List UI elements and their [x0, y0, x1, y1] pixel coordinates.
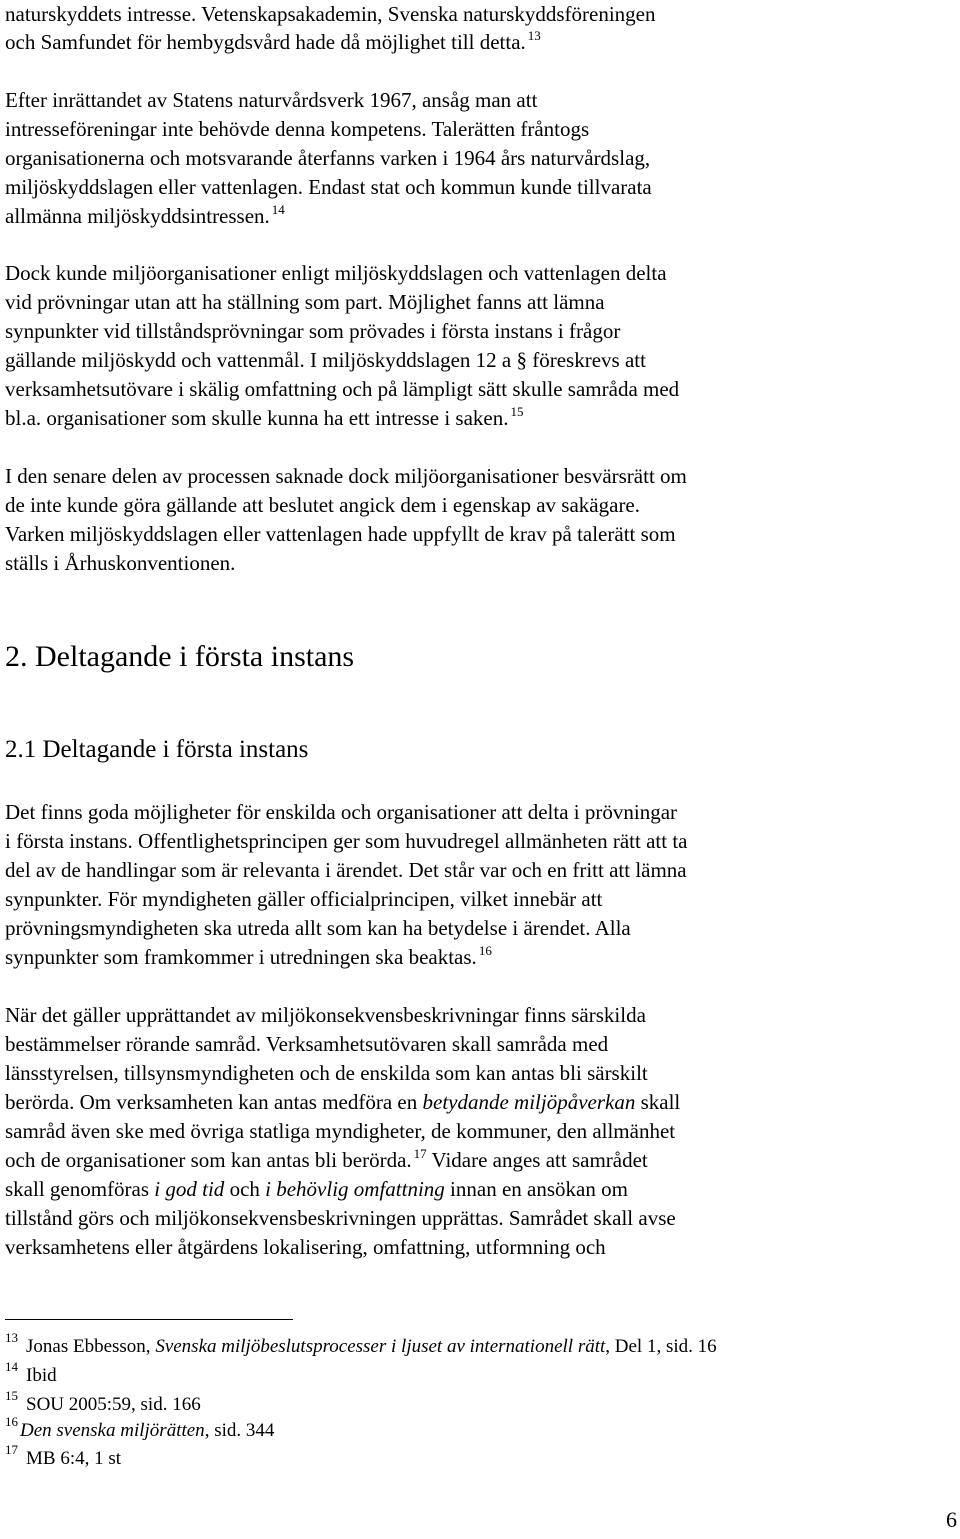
- text-line: synpunkter. För myndigheten gäller officialprincipen, vilket innebär att: [5, 887, 603, 911]
- text-line: Varken miljöskyddslagen eller vattenlagen hade uppfyllt de krav på talerätt som: [5, 522, 676, 546]
- text-line: miljöskyddslagen eller vattenlagen. Endast stat och kommun kunde tillvarata: [5, 175, 652, 199]
- footnote-ref: 16: [478, 943, 492, 958]
- footnote: $^{14}$ Ibid: [5, 1359, 57, 1386]
- footnote: $^{17}$ MB 6:4, 1 st: [5, 1442, 122, 1469]
- text-line: synpunkter som framkommer i utredningen ska beaktas. $^{16}$: [5, 943, 492, 969]
- text-line: skall genomföras i god tid och i behövlig omfattning innan en ansökan om: [5, 1177, 628, 1201]
- text-line: bestämmelser rörande samråd. Verksamhetsutövaren skall samråda med: [5, 1032, 609, 1056]
- footnote: $^{16}$ Den svenska miljörätten, sid. 344: [5, 1414, 275, 1441]
- text-line: del av de handlingar som är relevanta i ärendet. Det står var och en fritt att lämna: [5, 858, 687, 882]
- footnote-number: 15: [5, 1388, 18, 1403]
- section-heading: 2. Deltagande i första instans: [5, 640, 355, 673]
- subsection-heading: 2.1 Deltagande i första instans: [5, 736, 309, 763]
- footnote-ref: 13: [527, 28, 541, 43]
- text-line: länsstyrelsen, tillsynsmyndigheten och de enskilda som kan antas bli särskilt: [5, 1061, 648, 1085]
- text-line: naturskyddets intresse. Vetenskapsakademin, Svenska naturskyddsföreningen: [5, 2, 656, 26]
- footnote-separator: [5, 1319, 293, 1320]
- footnote-ref: 14: [271, 202, 285, 217]
- emphasis: i god tid: [154, 1177, 225, 1201]
- footnote-number: 16: [5, 1414, 18, 1429]
- text-line: berörda. Om verksamheten kan antas medföra en betydande miljöpåverkan skall: [5, 1090, 681, 1114]
- footnote-title: Svenska miljöbeslutsprocesser i ljuset av internationell rätt: [155, 1336, 606, 1357]
- footnote-number: 14: [5, 1359, 18, 1374]
- text-line: verksamhetens eller åtgärdens lokalisering, omfattning, utformning och: [5, 1235, 606, 1259]
- text-line: bl.a. organisationer som skulle kunna ha ett intresse i saken. $^{15}$: [5, 404, 524, 430]
- text-line: och Samfundet för hembygdsvård hade då möjlighet till detta. $^{13}$: [5, 28, 541, 54]
- page-number: 6: [946, 1507, 957, 1532]
- text-line: vid prövningar utan att ha ställning som part. Möjlighet fanns att lämna: [5, 290, 605, 314]
- text-line: prövningsmyndigheten ska utreda allt som kan ha betydelse i ärendet. Alla: [5, 916, 631, 940]
- footnote-ref: 15: [510, 404, 524, 419]
- text-line: Dock kunde miljöorganisationer enligt miljöskyddslagen och vattenlagen delta: [5, 261, 667, 285]
- footnote-number: 13: [5, 1330, 18, 1345]
- footnote: $^{13}$ Jonas Ebbesson, Svenska miljöbeslutsprocesser i ljuset av internationell rätt, Del 1, sid. 16: [5, 1330, 717, 1357]
- text-line: ställs i Århuskonventionen.: [5, 551, 236, 575]
- text-line: och de organisationer som kan antas bli berörda. $^{17}$ Vidare anges att samrådet: [5, 1146, 648, 1172]
- text-line: allmänna miljöskyddsintressen. $^{14}$: [5, 202, 285, 228]
- text-line: När det gäller upprättandet av miljökonsekvensbeskrivningar finns särskilda: [5, 1003, 646, 1027]
- footnote-number: 17: [5, 1442, 18, 1457]
- text-line: verksamhetsutövare i skälig omfattning och på lämpligt sätt skulle samråda med: [5, 377, 680, 401]
- text-line: intresseföreningar inte behövde denna kompetens. Talerätten fråntogs: [5, 117, 590, 141]
- text-line: Efter inrättandet av Statens naturvårdsverk 1967, ansåg man att: [5, 88, 538, 112]
- text-line: synpunkter vid tillståndsprövningar som prövades i första instans i frågor: [5, 319, 621, 343]
- text-line: organisationerna och motsvarande återfanns varken i 1964 års naturvårdslag,: [5, 146, 651, 170]
- emphasis: i behövlig omfattning: [265, 1177, 445, 1201]
- text-line: i första instans. Offentlighetsprincipen ger som huvudregel allmänheten rätt att ta: [5, 829, 688, 853]
- emphasis: betydande miljöpåverkan: [422, 1090, 636, 1114]
- text-line: I den senare delen av processen saknade dock miljöorganisationer besvärsrätt om: [5, 464, 687, 488]
- footnote-ref: 17: [413, 1146, 427, 1161]
- text-line: de inte kunde göra gällande att beslutet angick dem i egenskap av sakägare.: [5, 493, 641, 517]
- footnote-title: Den svenska miljörätten: [20, 1420, 205, 1441]
- footnote: $^{15}$ SOU 2005:59, sid. 166: [5, 1388, 201, 1415]
- text-line: Det finns goda möjligheter för enskilda och organisationer att delta i prövningar: [5, 800, 678, 824]
- text-line: gällande miljöskydd och vattenmål. I miljöskyddslagen 12 a § föreskrevs att: [5, 348, 646, 372]
- text-line: samråd även ske med övriga statliga myndigheter, de kommuner, den allmänhet: [5, 1119, 676, 1143]
- text-line: tillstånd görs och miljökonsekvensbeskrivningen upprättas. Samrådet skall avse: [5, 1206, 676, 1230]
